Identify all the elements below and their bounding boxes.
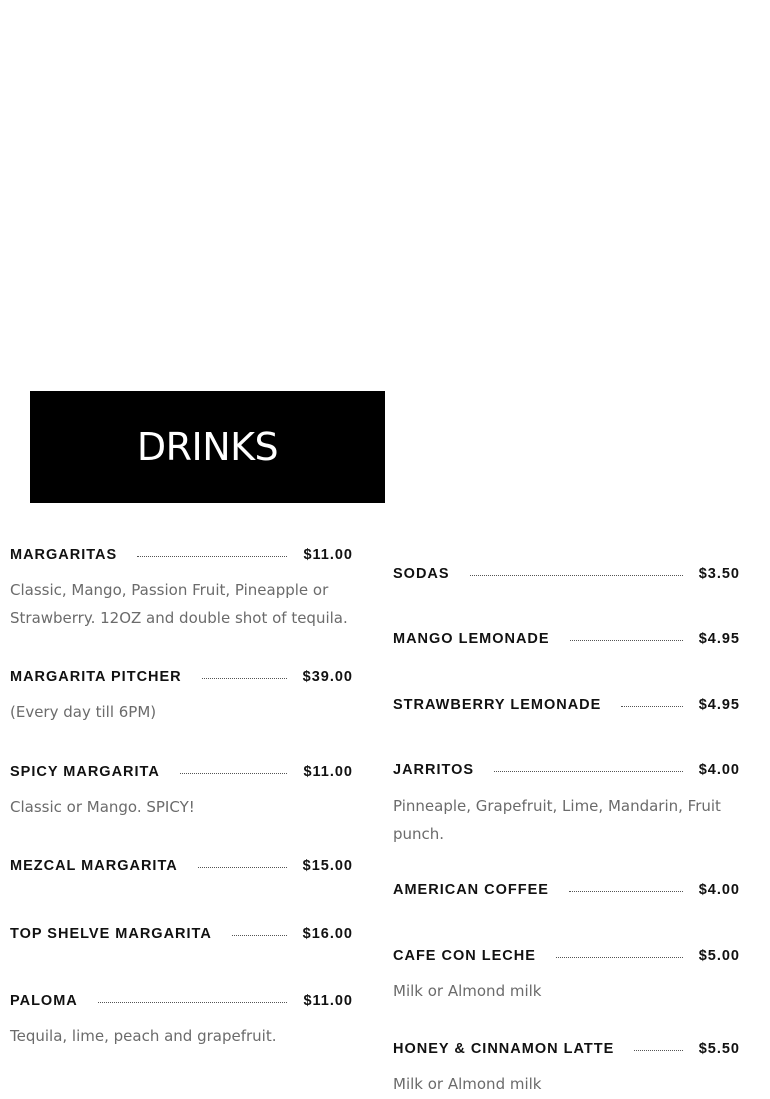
dotted-leader [137, 556, 287, 557]
item-price: $4.95 [698, 631, 740, 647]
menu-item-margarita-pitcher [10, 667, 353, 727]
item-description: Classic or Mango. SPICY! [10, 798, 195, 816]
section-title: DRINKS [136, 425, 279, 469]
item-name: AMERICAN COFFEE [393, 882, 549, 898]
menu-item-strawberry-lemonade [393, 695, 740, 715]
dotted-leader [556, 957, 683, 958]
item-price: $11.00 [303, 993, 353, 1009]
menu-item-cafe-con-leche [393, 946, 740, 1006]
item-description: Tequila, lime, peach and grapefruit. [10, 1027, 277, 1045]
menu-item-top-shelve-margarita [10, 924, 353, 944]
menu-item-mango-lemonade [393, 629, 740, 649]
item-name: STRAWBERRY LEMONADE [393, 697, 602, 713]
dotted-leader [232, 935, 287, 936]
dotted-leader [634, 1050, 682, 1051]
item-price: $3.50 [698, 566, 740, 582]
dotted-leader [470, 575, 683, 576]
item-description: Milk or Almond milk [393, 982, 542, 1000]
item-price: $39.00 [302, 669, 353, 685]
item-name: TOP SHELVE MARGARITA [10, 926, 212, 942]
dotted-leader [570, 640, 683, 641]
item-price: $5.50 [698, 1041, 740, 1057]
dotted-leader [98, 1002, 288, 1003]
item-price: $11.00 [303, 547, 353, 563]
menu-item-margaritas [10, 545, 353, 632]
dotted-leader [202, 678, 287, 679]
item-description: Pinneaple, Grapefruit, Lime, Mandarin, Fruit punch. [393, 797, 721, 843]
item-description: Classic, Mango, Passion Fruit, Pineapple or Strawberry. 12OZ and double shot of tequila. [10, 581, 348, 627]
item-name: JARRITOS [393, 762, 475, 778]
menu-item-mezcal-margarita [10, 856, 353, 876]
item-price: $4.00 [698, 882, 740, 898]
item-price: $5.00 [698, 948, 740, 964]
menu-item-jarritos [393, 760, 740, 848]
item-name: SODAS [393, 566, 450, 582]
item-price: $16.00 [302, 926, 353, 942]
dotted-leader [621, 706, 682, 707]
menu-item-sodas [393, 564, 740, 584]
menu-item-honey-cinnamon-latte [393, 1039, 740, 1099]
item-name: MARGARITA PITCHER [10, 669, 182, 685]
item-name: MARGARITAS [10, 547, 118, 563]
item-name: PALOMA [10, 993, 78, 1009]
item-name: HONEY & CINNAMON LATTE [393, 1041, 615, 1057]
menu-item-american-coffee [393, 880, 740, 900]
right-menu-column [393, 0, 740, 1093]
item-name: CAFE CON LECHE [393, 948, 536, 964]
menu-item-paloma [10, 991, 353, 1051]
dotted-leader [198, 867, 287, 868]
item-name: MEZCAL MARGARITA [10, 858, 178, 874]
dotted-leader [569, 891, 683, 892]
menu-item-spicy-margarita [10, 762, 353, 822]
item-description: (Every day till 6PM) [10, 703, 157, 721]
dotted-leader [494, 771, 683, 772]
item-price: $15.00 [302, 858, 353, 874]
item-description: Milk or Almond milk [393, 1075, 542, 1093]
left-menu-column [10, 0, 353, 1089]
item-name: MANGO LEMONADE [393, 631, 550, 647]
item-price: $4.00 [698, 762, 740, 778]
item-name: SPICY MARGARITA [10, 764, 160, 780]
dotted-leader [180, 773, 288, 774]
item-price: $11.00 [303, 764, 353, 780]
item-price: $4.95 [698, 697, 740, 713]
